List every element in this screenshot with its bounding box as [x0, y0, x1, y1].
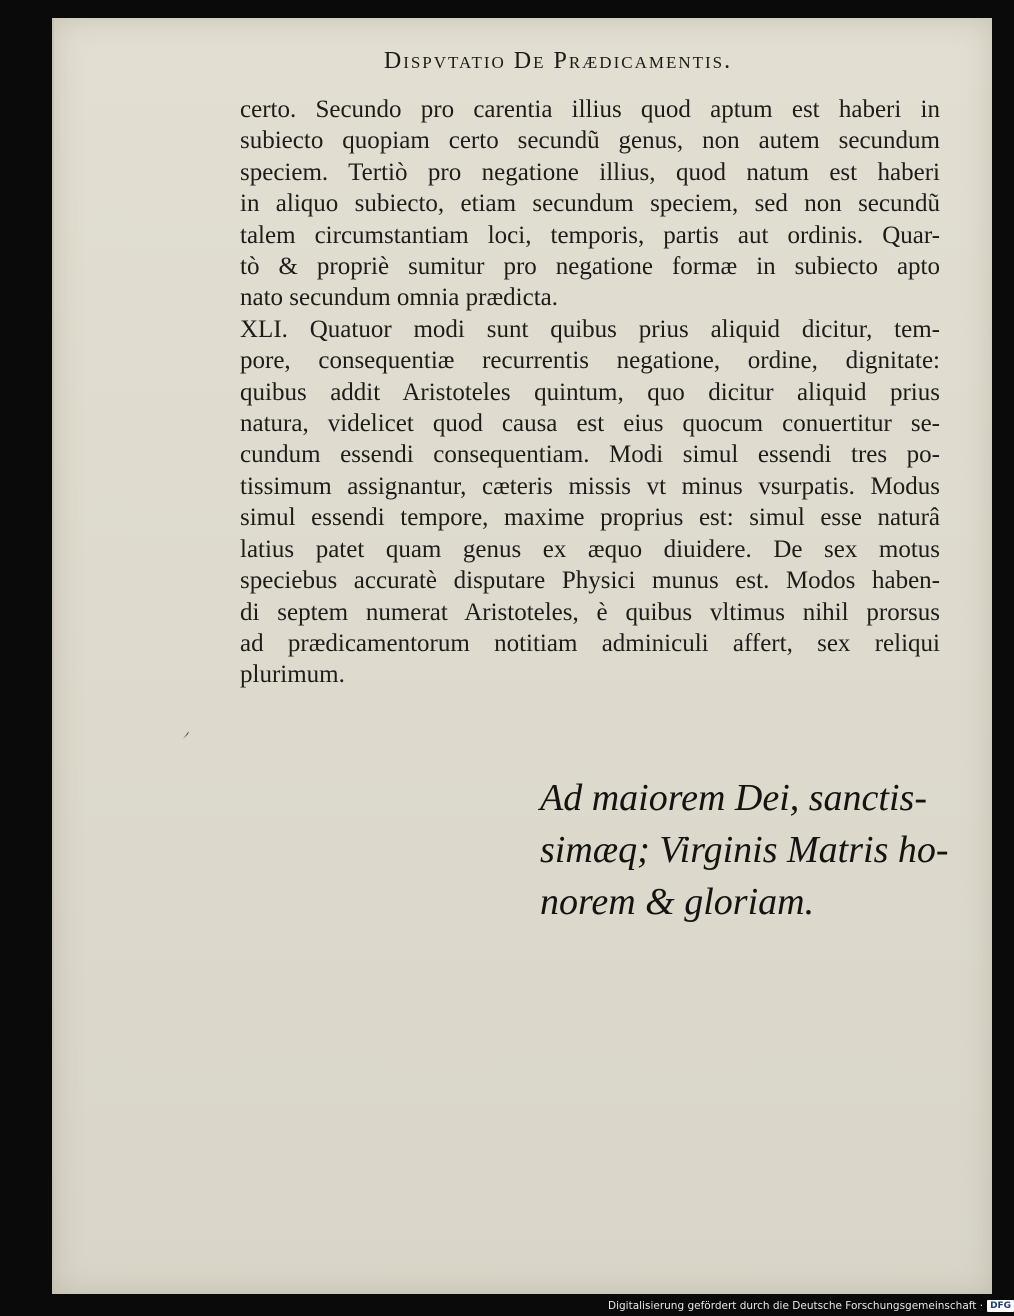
body-line: quibus addit Aristoteles quintum, quo dicitur aliquid prius [240, 378, 940, 406]
body-line: in aliquo subiecto, etiam secundum speciem, sed non secundũ [240, 190, 940, 218]
credit-text: Digitalisierung gefördert durch die Deutsche Forschungsgemeinschaft · [608, 1300, 984, 1312]
body-line: nato secundum omnia prædicta. [240, 284, 558, 312]
body-line: tissimum assignantur, cæteris missis vt minus vsurpatis. Modus [240, 472, 940, 500]
motto-line: simæq; Virginis Matris ho- [540, 829, 949, 871]
body-line: speciem. Tertiò pro negatione illius, quod natum est haberi [240, 158, 940, 186]
body-line: simul essendi tempore, maxime proprius est: simul esse naturâ [240, 504, 940, 532]
body-line: cundum essendi consequentiam. Modi simul essendi tres po- [240, 441, 940, 469]
digitization-credit [608, 1298, 1012, 1314]
ink-mark [182, 730, 190, 740]
closing-motto [540, 772, 949, 928]
running-header: Dispvtatio De Prædicamentis. [383, 48, 733, 74]
body-line: di septem numerat Aristoteles, è quibus vltimus nihil prorsus [240, 598, 940, 626]
body-line: certo. Secundo pro carentia illius quod aptum est haberi in [240, 96, 940, 123]
dfg-logo-icon: DFG [987, 1300, 1014, 1312]
body-line: speciebus accuratè disputare Physici munus est. Modos haben- [240, 567, 940, 595]
body-line: subiecto quopiam certo secundũ genus, non autem secundum [240, 127, 940, 155]
body-line: plurimum. [240, 661, 345, 689]
motto-line: norem & gloriam. [540, 881, 815, 923]
body-line: ad prædicamentorum notitiam adminiculi affert, sex reliqui [240, 629, 940, 657]
body-line: talem circumstantiam loci, temporis, partis aut ordinis. Quar- [240, 221, 940, 249]
body-line: XLI. Quatuor modi sunt quibus prius aliquid dicitur, tem- [240, 315, 940, 343]
body-line: pore, consequentiæ recurrentis negatione, ordine, dignitate: [240, 347, 940, 375]
motto-line: Ad maiorem Dei, sanctis- [540, 777, 927, 819]
body-line: tò & propriè sumitur pro negatione formæ in subiecto apto [240, 253, 940, 281]
body-line: latius patet quam genus ex æquo diuidere. De sex motus [240, 535, 940, 563]
body-text [240, 94, 940, 691]
body-line: natura, videlicet quod causa est eius quocum conuertitur se- [240, 410, 940, 438]
